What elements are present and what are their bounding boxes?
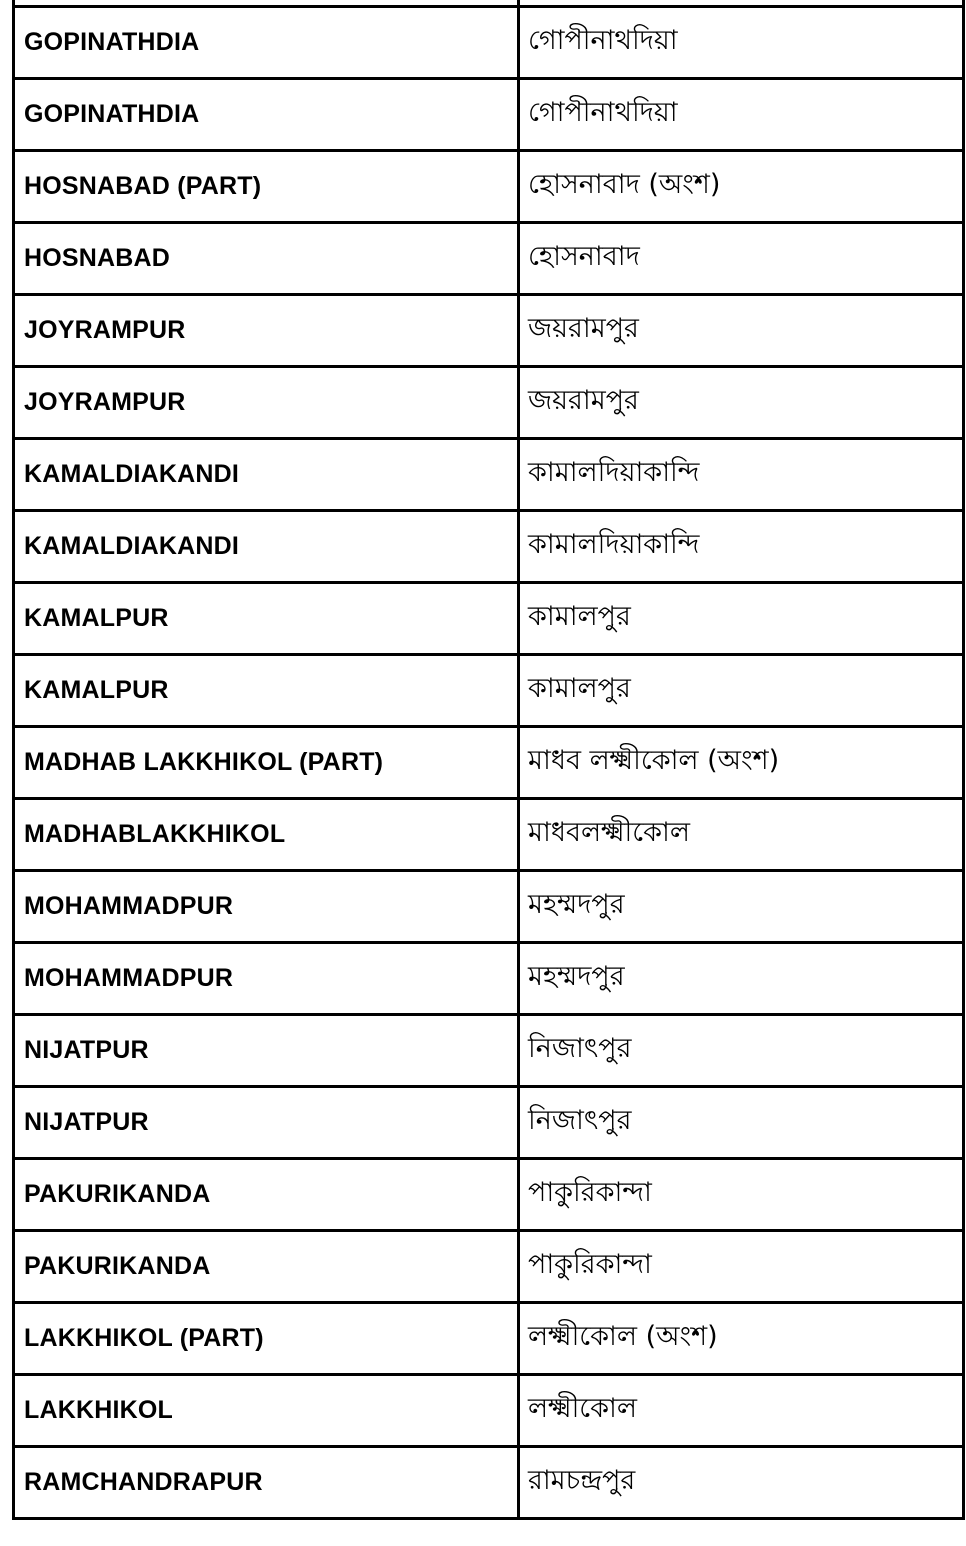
cell-english — [14, 583, 519, 655]
cell-english — [14, 151, 519, 223]
place-name-bangla: জয়রামপুর — [528, 385, 639, 416]
table-row — [14, 1159, 964, 1231]
cell-bangla — [519, 79, 964, 151]
table-row — [14, 367, 964, 439]
cell-english — [14, 1159, 519, 1231]
place-name-english: MADHAB LAKKHIKOL (PART) — [24, 748, 384, 776]
place-name-bangla: গোপীনাথদিয়া — [528, 25, 678, 56]
place-name-bangla: কামালপুর — [528, 673, 631, 704]
place-name-bangla: পাকুরিকান্দা — [528, 1249, 652, 1280]
place-name-english: PAKURIKANDA — [24, 1180, 211, 1208]
place-name-english: MOHAMMADPUR — [24, 964, 234, 992]
table-row — [14, 943, 964, 1015]
table-row — [14, 79, 964, 151]
place-name-bangla: নিজাৎপুর — [528, 1105, 632, 1136]
cell-english — [14, 1231, 519, 1303]
cell-bangla — [519, 727, 964, 799]
place-name-english: KAMALPUR — [24, 676, 169, 704]
table-row — [14, 1015, 964, 1087]
cell-english — [14, 1303, 519, 1375]
cell-english — [14, 223, 519, 295]
table-row — [14, 1303, 964, 1375]
cell-english — [14, 7, 519, 79]
place-name-english: JOYRAMPUR — [24, 316, 186, 344]
cell-bangla — [519, 367, 964, 439]
cell-english — [14, 799, 519, 871]
table-row — [14, 223, 964, 295]
place-name-english: NIJATPUR — [24, 1108, 149, 1136]
place-name-bangla: জয়রামপুর — [528, 313, 639, 344]
place-name-bangla: মহম্মদপুর — [528, 961, 625, 992]
cell-bangla — [519, 1015, 964, 1087]
place-name-bangla: নিজাৎপুর — [528, 1033, 632, 1064]
cell-bangla — [519, 583, 964, 655]
cell-bangla — [519, 295, 964, 367]
table-row — [14, 871, 964, 943]
table-row — [14, 1375, 964, 1447]
place-name-english: GOPINATHDIA — [24, 28, 200, 56]
cell-bangla — [519, 511, 964, 583]
place-name-english: HOSNABAD — [24, 244, 171, 272]
place-name-bangla: কামালদিয়াকান্দি — [528, 457, 700, 488]
cell-english — [14, 1375, 519, 1447]
table-body — [14, 7, 964, 1519]
place-name-english: PAKURIKANDA — [24, 1252, 211, 1280]
cell-english — [14, 439, 519, 511]
place-name-english: KAMALPUR — [24, 604, 169, 632]
cell-english — [14, 1087, 519, 1159]
place-name-english: RAMCHANDRAPUR — [24, 1468, 263, 1496]
cell-bangla — [519, 943, 964, 1015]
place-name-bangla: মাধব লক্ষ্মীকোল (অংশ) — [528, 745, 780, 776]
cell-bangla — [519, 151, 964, 223]
cell-english — [14, 943, 519, 1015]
table-row — [14, 1231, 964, 1303]
place-name-bangla: মাধবলক্ষ্মীকোল — [528, 817, 690, 848]
place-name-bangla: কামালদিয়াকান্দি — [528, 529, 700, 560]
cell-bangla — [519, 1375, 964, 1447]
table-row — [14, 151, 964, 223]
table-row — [14, 7, 964, 79]
table-row — [14, 727, 964, 799]
cell-bangla — [519, 1231, 964, 1303]
table-row — [14, 439, 964, 511]
cell-bangla — [519, 655, 964, 727]
table-row — [14, 655, 964, 727]
place-name-english: GOPINATHDIA — [24, 100, 200, 128]
place-name-english: JOYRAMPUR — [24, 388, 186, 416]
cell-english — [14, 871, 519, 943]
place-name-english: KAMALDIAKANDI — [24, 460, 240, 488]
place-name-english: KAMALDIAKANDI — [24, 532, 240, 560]
place-name-english: MADHABLAKKHIKOL — [24, 820, 286, 848]
place-name-english: HOSNABAD (PART) — [24, 172, 262, 200]
place-name-bangla: পাকুরিকান্দা — [528, 1177, 652, 1208]
place-name-bangla: লক্ষ্মীকোল — [528, 1393, 637, 1424]
cell-bangla — [519, 1087, 964, 1159]
cell-english — [14, 727, 519, 799]
cell-bangla — [519, 1447, 964, 1519]
table-row — [14, 1447, 964, 1519]
column-header-bangla-label — [520, 0, 962, 5]
place-name-bangla: লক্ষ্মীকোল (অংশ) — [528, 1321, 718, 1352]
cell-english — [14, 367, 519, 439]
cell-bangla — [519, 7, 964, 79]
cell-english — [14, 79, 519, 151]
cell-bangla — [519, 1303, 964, 1375]
cell-bangla — [519, 799, 964, 871]
cell-bangla — [519, 871, 964, 943]
place-name-bangla: কামালপুর — [528, 601, 631, 632]
cell-english — [14, 295, 519, 367]
table-row — [14, 1087, 964, 1159]
place-name-english: NIJATPUR — [24, 1036, 149, 1064]
place-name-bangla: রামচন্দ্রপুর — [528, 1465, 636, 1496]
place-name-bangla: হোসনাবাদ (অংশ) — [528, 169, 721, 200]
table-row — [14, 511, 964, 583]
column-header-english-label — [15, 0, 517, 5]
cell-bangla — [519, 223, 964, 295]
cell-english — [14, 1015, 519, 1087]
table-row — [14, 583, 964, 655]
place-name-bangla: হোসনাবাদ — [528, 241, 640, 272]
place-name-english: LAKKHIKOL (PART) — [24, 1324, 264, 1352]
place-name-bangla: মহম্মদপুর — [528, 889, 625, 920]
place-names-table — [12, 0, 965, 1520]
place-name-english: LAKKHIKOL — [24, 1396, 174, 1424]
cell-english — [14, 655, 519, 727]
table-row — [14, 295, 964, 367]
cell-english — [14, 1447, 519, 1519]
table-row — [14, 799, 964, 871]
place-name-bangla: গোপীনাথদিয়া — [528, 97, 678, 128]
cell-bangla — [519, 1159, 964, 1231]
place-name-english: MOHAMMADPUR — [24, 892, 234, 920]
cell-bangla — [519, 439, 964, 511]
cell-english — [14, 511, 519, 583]
